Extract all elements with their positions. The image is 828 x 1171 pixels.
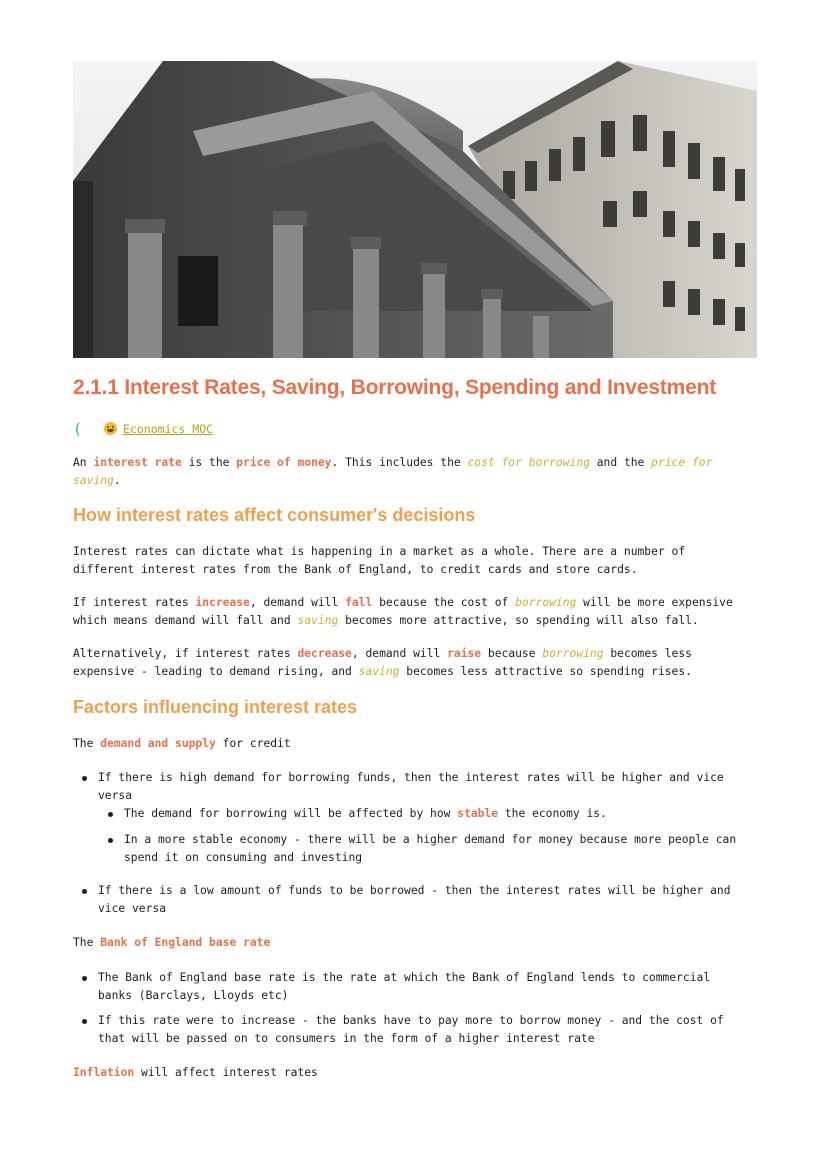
text: versa bbox=[98, 788, 133, 802]
list-item bbox=[124, 805, 607, 823]
keyword: fall bbox=[345, 596, 373, 609]
text: , demand will bbox=[249, 596, 346, 609]
text: The bbox=[73, 737, 101, 750]
section-heading: Factors influencing interest rates bbox=[73, 697, 358, 717]
page-title: 2.1.1 Interest Rates, Saving, Borrowing, Spending and Investment bbox=[73, 376, 717, 399]
emphasis: saving bbox=[73, 473, 114, 487]
text: The demand for borrowing will be affected by how bbox=[124, 807, 458, 820]
paragraph bbox=[73, 543, 753, 578]
emphasis: saving bbox=[297, 613, 339, 627]
text: Interest rates can dictate what is happening in a market as a whole. There are a number of bbox=[73, 545, 686, 558]
section-heading: How interest rates affect consumer's decisions bbox=[73, 505, 476, 525]
text: If interest rates bbox=[73, 596, 196, 609]
text: , demand will bbox=[351, 647, 448, 660]
text: for credit bbox=[215, 737, 291, 750]
text: expensive - leading to demand rising, and bbox=[73, 664, 359, 678]
keyword: stable bbox=[457, 807, 499, 820]
emphasis: cost for borrowing bbox=[467, 456, 590, 469]
keyword: price of money bbox=[236, 456, 332, 469]
emphasis: price for bbox=[651, 456, 713, 469]
text: will be more expensive bbox=[576, 596, 733, 609]
text: The Bank of England base rate is the rate at which the Bank of England lends to commercial bbox=[98, 971, 711, 984]
text: which means demand will fall and bbox=[73, 613, 298, 627]
list-item bbox=[98, 969, 710, 1004]
text: because the cost of bbox=[372, 596, 516, 609]
text: vice versa bbox=[98, 901, 167, 915]
emphasis: borrowing bbox=[542, 647, 604, 660]
keyword: decrease bbox=[297, 647, 352, 660]
keyword: raise bbox=[447, 647, 482, 660]
text: will affect interest rates bbox=[134, 1066, 318, 1079]
keyword: interest rate bbox=[93, 456, 182, 469]
keyword: Bank of England base rate bbox=[100, 936, 271, 949]
header-image bbox=[73, 61, 757, 358]
text: and the bbox=[589, 456, 652, 469]
economics-moc-link[interactable]: Economics MOC bbox=[123, 422, 214, 436]
paragraph bbox=[73, 1064, 753, 1082]
text: banks (Barclays, Lloyds etc) bbox=[98, 988, 289, 1002]
list-item bbox=[124, 831, 736, 866]
keyword: demand and supply bbox=[100, 737, 216, 750]
text: . bbox=[113, 473, 121, 487]
text: becomes less bbox=[603, 647, 692, 660]
bank-building-photo bbox=[73, 61, 757, 358]
paragraph bbox=[73, 645, 753, 680]
list-item bbox=[98, 882, 731, 917]
text: Alternatively, if interest rates bbox=[73, 647, 298, 660]
text: the economy is. bbox=[498, 807, 607, 820]
text: becomes less attractive so spending rises. bbox=[399, 664, 692, 678]
list-item bbox=[98, 1012, 724, 1047]
moc-link-row bbox=[73, 419, 213, 439]
emphasis: saving bbox=[358, 664, 400, 678]
paragraph bbox=[73, 594, 753, 629]
text: The bbox=[73, 936, 101, 949]
list-item bbox=[98, 769, 724, 804]
callout-bracket: ( bbox=[73, 420, 83, 438]
text: In a more stable economy - there will be a higher demand for money because more people can bbox=[124, 833, 737, 846]
text: is the bbox=[181, 456, 237, 469]
text: If there is high demand for borrowing funds, then the interest rates will be higher and vice bbox=[98, 771, 724, 784]
text: becomes more attractive, so spending will also fall. bbox=[338, 613, 699, 627]
keyword: increase bbox=[195, 596, 250, 609]
text: An bbox=[73, 456, 94, 469]
intro-paragraph bbox=[73, 454, 753, 489]
text: because bbox=[481, 647, 543, 660]
text: that will be passed on to consumers in the form of a higher interest rate bbox=[98, 1031, 595, 1045]
keyword: Inflation bbox=[73, 1066, 135, 1079]
paragraph bbox=[73, 934, 753, 952]
text: If there is a low amount of funds to be borrowed - then the interest rates will be higher and bbox=[98, 884, 731, 897]
text: different interest rates from the Bank of England, to credit cards and store cards. bbox=[73, 562, 638, 576]
text: . This includes the bbox=[331, 456, 468, 469]
paragraph bbox=[73, 735, 753, 753]
text: spend it on consuming and investing bbox=[124, 850, 363, 864]
text: If this rate were to increase - the banks have to pay more to borrow money - and the cost of bbox=[98, 1014, 724, 1027]
emphasis: borrowing bbox=[515, 596, 577, 609]
grinning-face-emoji-icon bbox=[104, 422, 117, 435]
